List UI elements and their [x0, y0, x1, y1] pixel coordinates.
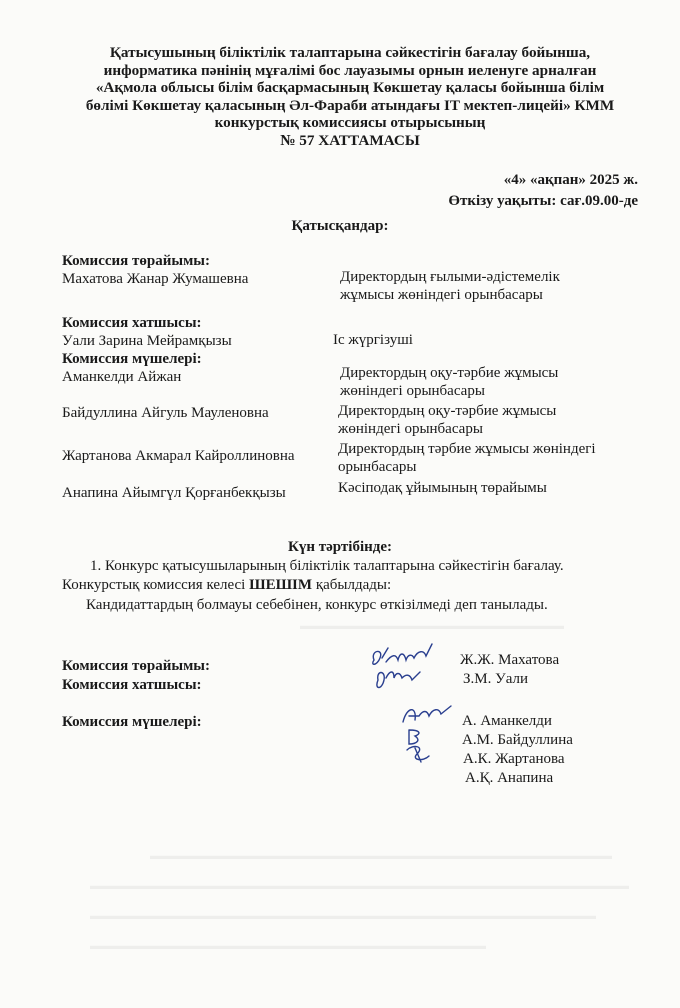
member-name: Жартанова Акмарал Кайроллиновна	[62, 448, 295, 464]
document-title	[60, 44, 640, 150]
title-line: конкурстық комиссиясы отырысының	[214, 114, 486, 132]
sign-member-name: А.К. Жартанова	[463, 751, 565, 767]
protocol-number: № 57 ХАТТАМАСЫ	[280, 131, 420, 149]
sign-member-name: А. Аманкелди	[462, 713, 552, 729]
title-line: Қатысушының біліктілік талаптарына сәйкестігін бағалау бойынша,	[109, 44, 591, 61]
title-line: информатика пәнінің мұғалімі бос лауазымы орнын иеленуге арналған	[103, 61, 597, 79]
member-name: Байдуллина Айгуль Мауленовна	[62, 405, 269, 421]
chair-role: Директордың ғылыми-әдістемелік	[340, 269, 560, 285]
secretary-name: Уали Зарина Мейрамқызы	[62, 333, 232, 349]
meeting-time: Өткізу уақыты: сағ.09.00-де	[448, 193, 638, 209]
sign-secretary-label: Комиссия хатшысы:	[62, 677, 202, 693]
member-role: жөніндегі орынбасары	[338, 421, 483, 437]
sign-members-label: Комиссия мүшелері:	[62, 714, 202, 730]
member-name: Аманкелди Айжан	[62, 369, 182, 385]
title-line: бөлімі Көкшетау қаласының Әл-Фараби атындағы IT мектеп-лицейі» КММ	[85, 96, 615, 114]
sign-chair-name: Ж.Ж. Махатова	[460, 652, 560, 668]
sign-member-name: А.Қ. Анапина	[465, 770, 554, 786]
bleed-through-mark: ▬▬▬▬▬▬▬▬▬▬▬▬▬▬▬▬▬▬▬▬▬▬▬▬▬▬▬▬▬▬▬▬▬▬▬▬▬▬▬▬▬▬▬▬▬▬	[90, 910, 596, 922]
chair-name: Махатова Жанар Жумашевна	[62, 271, 249, 287]
secretary-role: Іс жүргізуші	[333, 332, 413, 348]
member-role: Директордың тәрбие жұмысы жөніндегі	[338, 441, 596, 457]
decision-intro	[62, 576, 391, 594]
agenda-heading: Күн тәртібінде:	[287, 539, 393, 555]
bleed-through-mark: ▬▬▬▬▬▬▬▬▬▬▬▬▬▬▬▬▬▬▬▬▬▬▬▬	[300, 620, 564, 632]
chair-signature	[360, 640, 450, 700]
title-line: «Ақмола облысы білім басқармасының Көкшетау қаласы бойынша білім	[95, 79, 605, 97]
members-label: Комиссия мүшелері:	[62, 351, 202, 367]
member-role: орынбасары	[338, 459, 417, 475]
members-signature	[395, 700, 465, 772]
member-role: Директордың оқу-тәрбие жұмысы	[340, 365, 559, 381]
decision-text: Кандидаттардың болмауы себебінен, конкурс өткізілмеді деп танылады.	[86, 597, 548, 613]
participants-heading: Қатысқандар:	[291, 218, 389, 234]
sign-secretary-name: З.М. Уали	[463, 671, 529, 687]
member-role: жөніндегі орынбасары	[340, 383, 485, 399]
member-role: Кәсіподақ ұйымының төрайымы	[338, 480, 547, 496]
meeting-date: «4» «ақпан» 2025 ж.	[503, 172, 638, 188]
secretary-label: Комиссия хатшысы:	[62, 315, 202, 331]
decision-keyword: ШЕШІМ	[249, 577, 313, 593]
member-name: Анапина Айымгүл Қорғанбекқызы	[62, 485, 286, 501]
member-role: Директордың оқу-тәрбие жұмысы	[338, 403, 557, 419]
bleed-through-mark: ▬▬▬▬▬▬▬▬▬▬▬▬▬▬▬▬▬▬▬▬▬▬▬▬▬▬▬▬▬▬▬▬▬▬▬▬▬▬▬▬▬▬▬▬▬▬▬▬▬	[90, 880, 629, 892]
sign-chair-label: Комиссия төрайымы:	[62, 658, 211, 674]
agenda-item: 1. Конкурс қатысушыларының біліктілік талаптарына сәйкестігін бағалау.	[90, 558, 564, 574]
chair-role: жұмысы жөніндегі орынбасары	[340, 287, 543, 303]
decision-intro-post: қабылдады:	[312, 577, 392, 593]
bleed-through-mark: ▬▬▬▬▬▬▬▬▬▬▬▬▬▬▬▬▬▬▬▬▬▬▬▬▬▬▬▬▬▬▬▬▬▬▬▬	[90, 940, 486, 952]
sign-member-name: А.М. Байдуллина	[462, 732, 573, 748]
bleed-through-mark: ▬▬▬▬▬▬▬▬▬▬▬▬▬▬▬▬▬▬▬▬▬▬▬▬▬▬▬▬▬▬▬▬▬▬▬▬▬▬▬▬▬▬	[150, 850, 612, 862]
decision-intro-pre: Конкурстық комиссия келесі	[62, 577, 250, 593]
chair-label: Комиссия төрайымы:	[62, 253, 211, 269]
